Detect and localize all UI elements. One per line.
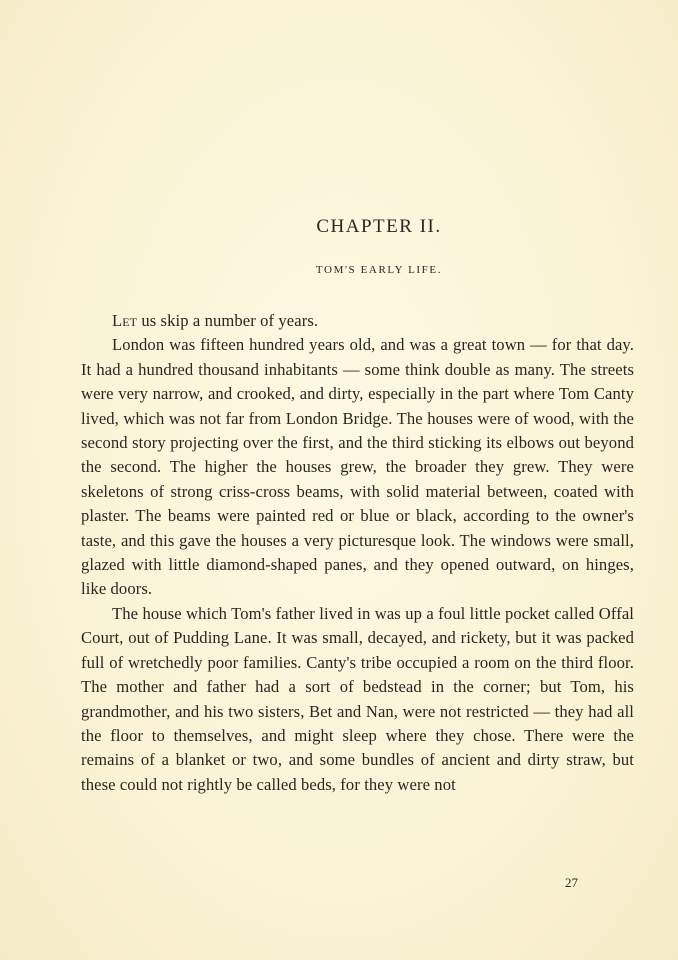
paragraph-3: The house which Tom's father lived in was up a foul little pocket called Offal Court, out of Pudding Lane. It was small, decayed, and rickety, but it was packed full of wretchedly poor families. Canty's tribe occupied a room on the third floor. The mother and father had a sort of bedstead in the corner; but Tom, his grandmother, and his two sisters, Bet and Nan, were not restricted — they had all the floor to themselves, and might sleep where they chose. There were the remains of a blanket or two, and some bundles of ancient and dirty straw, but these could not rightly be called beds, for they were not xyxy=(81,603,634,794)
chapter-subtitle: TOM'S EARLY LIFE. xyxy=(315,264,443,276)
paragraph-1 xyxy=(81,309,634,333)
paragraph-2: London was fifteen hundred years old, and was a great town — for that day. It had a hundred thousand inhabitants — some think double as many. The streets were very narrow, and crooked, and dirty, especially in the part where Tom Canty lived, which was not far from London Bridge. The houses were of wood, with the second story projecting over the first, and the third sticking its elbows out beyond the second. The higher the houses grew, the broader they grew. They were skeletons of strong criss-cross beams, with solid material between, coated with plaster. The beams were painted red or blue or black, according to the owner's taste, and this gave the houses a very picturesque look. The windows were small, glazed with little diamond-shaped panes, and they opened outward, on hinges, like doors. xyxy=(81,335,634,599)
small-caps-lead: Let xyxy=(112,311,138,330)
chapter-body xyxy=(81,309,634,797)
chapter-title: CHAPTER II. xyxy=(316,216,442,237)
paragraph-1-text: us skip a number of years. xyxy=(137,311,319,330)
page-number: 27 xyxy=(565,875,578,890)
